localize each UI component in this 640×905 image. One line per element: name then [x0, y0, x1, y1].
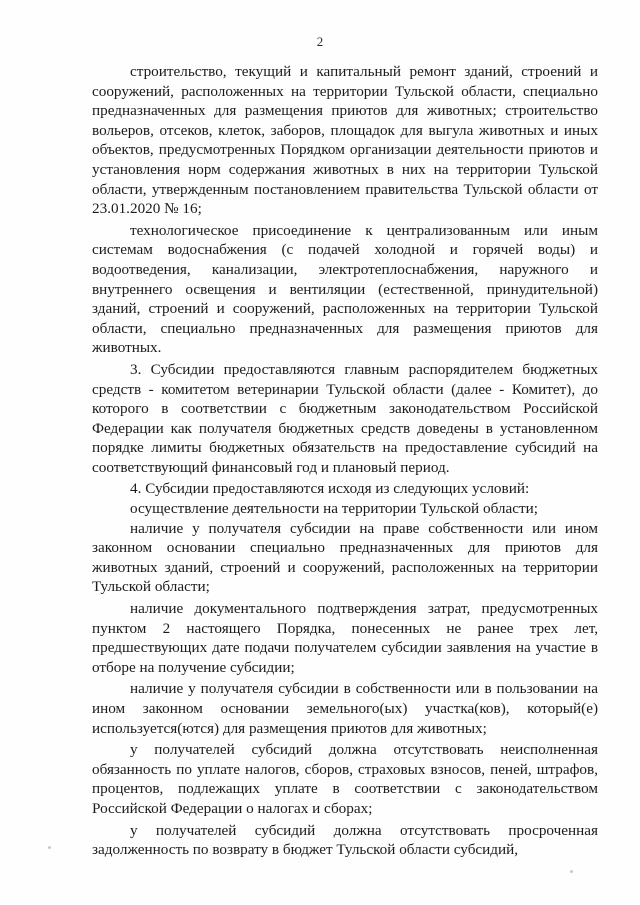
paragraph-condition-taxes: у получателей субсидий должна отсутствовать неисполненная обязанность по уплате налогов, сборов, страховых взносов, пеней, штрафов, процентов, подлежащих уплате в соответствии с законодательством Российской Федерации о налогах и сборах;	[92, 741, 598, 817]
scan-speck	[570, 870, 573, 873]
paragraph-condition-debt: у получателей субсидий должна отсутствовать просроченная задолженность по возврату в бюджет Тульской области субсидий,	[92, 821, 598, 859]
page-number: 2	[316, 34, 324, 49]
paragraph-utility-connection: технологическое присоединение к централизованным или иным системам водоснабжения (с подачей холодной и горячей воды) и водоотведения, канализации, электротеплоснабжения, наружного и внутреннего освещения и вентиляции (естественной, принудительной) зданий, строений и сооружений, расположенных на территории Тульской области, специально предназначенных для размещения приютов для животных.	[92, 221, 598, 357]
document-body	[92, 62, 598, 862]
paragraph-condition-buildings: наличие у получателя субсидии на праве собственности или ином законном основании специально предназначенных для приютов для животных зданий, строений и сооружений, расположенных на территории Тульской области;	[92, 519, 598, 596]
paragraph-condition-documents: наличие документального подтверждения затрат, предусмотренных пунктом 2 настоящего Порядка, понесенных не ранее трех лет, предшествующих дате подачи получателем субсидии заявления на участие в отборе на получение субсидии;	[92, 600, 598, 676]
paragraph-construction: строительство, текущий и капитальный ремонт зданий, строений и сооружений, расположенных на территории Тульской области, специально предназначенных для размещения приютов для животных; строительство вольеров, отсеков, клеток, заборов, площадок для выгула животных и иных объектов, предусмотренных Порядком организации деятельности приютов и установления норм содержания животных в них на территории Тульской области, утвержденным постановлением правительства Тульской области от 23.01.2020 № 16;	[92, 63, 598, 218]
paragraph-condition-land: наличие у получателя субсидии в собственности или в пользовании на ином законном основании земельного(ых) участка(ков), который(е) используется(ются) для размещения приютов для животных;	[92, 680, 598, 737]
paragraph-clause-3: 3. Субсидии предоставляются главным распорядителем бюджетных средств - комитетом ветеринарии Тульской области (далее - Комитет), до которого в соответствии с бюджетным законодательством Российской Федерации как получателя бюджетных средств доведены в установленном порядке лимиты бюджетных обязательств на предоставление субсидий на соответствующий финансовый год и плановый период.	[92, 360, 598, 476]
paragraph-clause-4: 4. Субсидии предоставляются исходя из следующих условий:	[130, 480, 530, 498]
scan-speck	[48, 846, 51, 849]
paragraph-condition-territory: осуществление деятельности на территории Тульской области;	[130, 500, 538, 518]
